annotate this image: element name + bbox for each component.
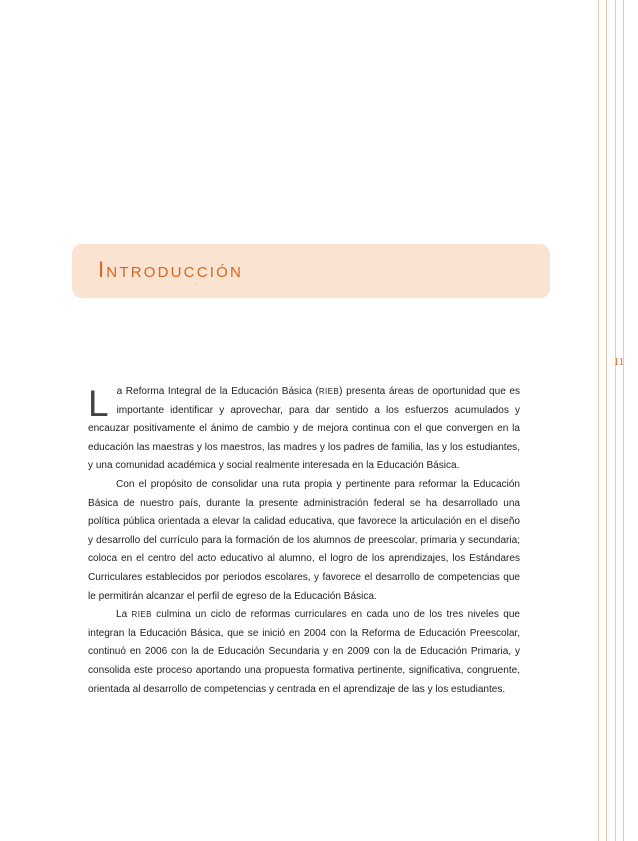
paragraph-1-text-a: a Reforma Integral de la Educación Básica ( bbox=[116, 386, 319, 397]
body-text bbox=[88, 383, 520, 699]
section-header-band bbox=[72, 244, 550, 298]
paragraph-3-text-b: culmina un ciclo de reformas curriculares en cada uno de los tres niveles que integran la Educación Básica, que se inició en 2004 con la Reforma de Educación Preescolar, continuó en 2006 con la de Educación Secundaria y en 2009 con la de Educación Primaria, y consolida este proceso aportando una propuesta formativa pertinente, significativa, congruente, orientada al desarrollo de competencias y centrada en el aprendizaje de las y los estudiantes. bbox=[88, 609, 520, 695]
paragraph-3 bbox=[88, 606, 520, 699]
acronym-rieb: RIEB bbox=[318, 387, 340, 396]
drop-cap: L bbox=[88, 383, 109, 424]
paragraph-3-text-a: La bbox=[116, 609, 132, 621]
margin-rules bbox=[598, 0, 624, 841]
section-title: Introducción bbox=[98, 257, 244, 282]
paragraph-1-text-b: ) presenta áreas de oportunidad que es importante identificar y aprovechar, para dar sentido a los esfuerzos acumulados y encauzar positivamente el ánimo de cambio y de mejora continua con el que convergen en la educación las maestras y los maestros, las madres y los padres de familia, las y los estudiantes, y una comunidad académica y social realmente interesada en la Educación Básica. bbox=[88, 386, 520, 472]
paragraph-2: Con el propósito de consolidar una ruta propia y pertinente para reformar la Educación Básica de nuestro país, durante la presente administración federal se ha desarrollado una política pública orientada a elevar la calidad educativa, que favorece la articulación en el diseño y desarrollo del currículo para la formación de los alumnos de preescolar, primaria y secundaria; coloca en el centro del acto educativo al alumno, el logro de los aprendizajes, los Estándares Curriculares establecidos por periodos escolares, y favorece el desarrollo de competencias que le permitirán alcanzar el perfil de egreso de la Educación Básica. bbox=[88, 478, 520, 602]
paragraph-1 bbox=[88, 383, 520, 476]
acronym-rieb: RIEB bbox=[131, 610, 152, 620]
page-number: 11 bbox=[613, 356, 625, 368]
